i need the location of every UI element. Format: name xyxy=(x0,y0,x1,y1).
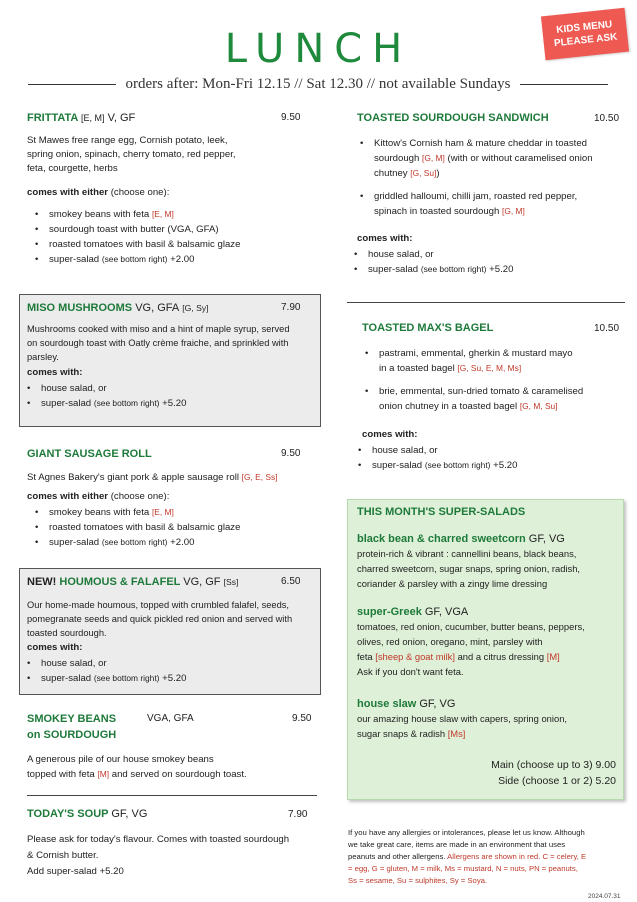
soup-diet: GF, VG xyxy=(111,808,148,820)
divider-left xyxy=(28,84,116,85)
sausage-price: 9.50 xyxy=(281,448,301,459)
miso-title xyxy=(27,302,209,314)
frittata-name: FRITTATA xyxy=(27,112,78,124)
comes-with-label: comes with: xyxy=(27,367,83,378)
salad-name: house slaw xyxy=(357,698,417,710)
kids-menu-badge xyxy=(541,8,629,61)
beans-name-line-2: on SOURDOUGH xyxy=(27,729,117,741)
list-item xyxy=(27,520,327,535)
option-text: onion chutney in a toasted bagel xyxy=(379,401,518,412)
option-text: super-salad xyxy=(41,398,92,409)
sausage-comes-with xyxy=(27,490,169,504)
option-line xyxy=(379,361,632,376)
list-item xyxy=(350,458,630,473)
list-item xyxy=(27,237,327,252)
desc-line: feta, courgette, herbs xyxy=(27,163,118,174)
list-item xyxy=(357,384,632,414)
option-line xyxy=(374,151,632,166)
sausage-description xyxy=(27,470,277,485)
desc-text: and served on sourdough toast. xyxy=(111,769,247,780)
soup-price: 7.90 xyxy=(288,809,308,820)
miso-options xyxy=(19,381,319,411)
desc-line: on sourdough toast with Oatly crème fraiche, and sprinkled with xyxy=(27,338,289,348)
option-price: +5.20 xyxy=(489,264,514,275)
desc-line: spring onion, spinach, cherry tomato, red pepper, xyxy=(27,149,236,160)
option-note: (see bottom right) xyxy=(101,254,168,264)
option-allergens: [G, Su, E, M, Ms] xyxy=(457,363,522,373)
desc-allergens: [sheep & goat milk] xyxy=(375,651,455,662)
salad-name: super-Greek xyxy=(357,606,422,618)
list-item xyxy=(346,247,626,262)
option-allergens: [G, M] xyxy=(422,153,445,163)
salad-super-greek xyxy=(357,606,619,679)
salad-house-slaw xyxy=(357,698,619,741)
list-item xyxy=(19,656,319,671)
houmous-options xyxy=(19,656,319,686)
miso-allergens: [G, Sy] xyxy=(182,303,209,313)
sandwich-comes-with xyxy=(357,232,412,246)
notice-text: peanuts and other allergens. xyxy=(348,852,446,861)
salad-diet: GF, VGA xyxy=(424,606,469,618)
desc-line: Mushrooms cooked with miso and a hint of maple syrup, served xyxy=(27,324,290,334)
desc-allergens: [M] xyxy=(97,769,110,779)
option-text: ) xyxy=(436,168,440,179)
notice-line: we take great care, items are made in an environment that uses xyxy=(348,840,566,849)
salad-title xyxy=(357,606,619,618)
option-text: super-salad xyxy=(368,264,419,275)
comes-with-label: comes with: xyxy=(357,233,413,244)
desc-line xyxy=(27,767,327,782)
sandwich-price: 10.50 xyxy=(594,113,620,124)
list-item xyxy=(27,222,327,237)
option-note: (see bottom right) xyxy=(93,673,160,683)
option-text: super-salad xyxy=(49,254,100,265)
desc-line xyxy=(357,649,619,664)
desc-allergens: [Ms] xyxy=(447,728,466,739)
option-note: (see bottom right) xyxy=(424,460,491,470)
option-text: smokey beans with feta xyxy=(49,209,150,220)
option-text: house salad, or xyxy=(41,383,107,394)
sandwich-options xyxy=(352,136,632,219)
option-text: (with or without caramelised onion xyxy=(447,153,593,164)
option-allergens: [G, M] xyxy=(502,206,525,216)
desc-line: Ask if you don't want feta. xyxy=(357,666,464,677)
option-allergens: [E, M] xyxy=(151,209,174,219)
bagel-sides xyxy=(350,443,630,473)
divider xyxy=(347,302,625,303)
salad-main-price: Main (choose up to 3) 9.00 xyxy=(491,759,616,771)
desc-text: St Agnes Bakery's giant pork & apple sausage roll xyxy=(27,472,239,483)
list-item xyxy=(19,671,319,686)
option-price: +2.00 xyxy=(170,537,195,548)
option-line: • brie, emmental, sun-dried tomato & caramelised xyxy=(379,386,584,397)
option-text: roasted tomatoes with basil & balsamic glaze xyxy=(49,239,241,250)
sausage-options xyxy=(27,505,327,550)
frittata-comes-with xyxy=(27,186,169,200)
houmous-name: HOUMOUS & FALAFEL xyxy=(59,576,181,588)
miso-description xyxy=(27,322,319,364)
salad-name: black bean & charred sweetcorn xyxy=(357,533,526,545)
option-note: (see bottom right) xyxy=(93,398,160,408)
print-date: 2024.07.31 xyxy=(588,893,621,900)
option-line xyxy=(374,166,632,181)
salad-pricing xyxy=(400,757,616,789)
list-item xyxy=(352,189,632,219)
option-note: (see bottom right) xyxy=(101,537,168,547)
desc-text: sugar snaps & radish xyxy=(357,728,446,739)
desc-line: olives, red onion, oregano, mint, parsley with xyxy=(357,636,543,647)
option-text: smokey beans with feta xyxy=(49,507,150,518)
soup-name: TODAY'S SOUP xyxy=(27,808,109,820)
frittata-title xyxy=(27,112,135,124)
beans-name-line-1: SMOKEY BEANS xyxy=(27,713,117,725)
houmous-description xyxy=(27,598,319,640)
desc-line: Our home-made houmous, topped with crumbled falafel, seeds, xyxy=(27,600,290,610)
ordering-times-text: orders after: Mon-Fri 12.15 // Sat 12.30 // not available Sundays xyxy=(125,76,511,92)
ordering-times xyxy=(28,76,608,93)
desc-line: our amazing house slaw with capers, spring onion, xyxy=(357,713,568,724)
option-line xyxy=(374,204,632,219)
option-text: house salad, or xyxy=(41,658,107,669)
option-price: +5.20 xyxy=(162,398,187,409)
new-label: NEW! xyxy=(27,576,57,588)
list-item xyxy=(346,262,626,277)
bagel-price: 10.50 xyxy=(594,323,620,334)
salad-title xyxy=(357,698,619,710)
option-text: house salad, or xyxy=(368,249,434,260)
sandwich-sides xyxy=(346,247,626,277)
list-item xyxy=(27,252,327,267)
option-line: • pastrami, emmental, gherkin & mustard mayo xyxy=(379,348,573,359)
salad-side-price: Side (choose 1 or 2) 5.20 xyxy=(498,775,616,787)
list-item xyxy=(19,381,319,396)
divider xyxy=(27,795,317,796)
bagel-options xyxy=(357,346,632,414)
frittata-price: 9.50 xyxy=(281,112,301,123)
option-note: (see bottom right) xyxy=(420,264,487,274)
option-line: • griddled halloumi, chilli jam, roasted red pepper, xyxy=(374,191,578,202)
page-title: LUNCH xyxy=(224,26,413,72)
option-text: house salad, or xyxy=(372,445,438,456)
salad-title xyxy=(357,533,619,545)
list-item xyxy=(350,443,630,458)
desc-text: and a citrus dressing xyxy=(457,651,545,662)
option-line: • Kittow's Cornish ham & mature cheddar in toasted xyxy=(374,138,587,149)
desc-line: Add super-salad +5.20 xyxy=(27,866,124,877)
houmous-comes-with xyxy=(27,641,82,655)
badge-line-1: KIDS MENU xyxy=(555,19,613,36)
option-price: +2.00 xyxy=(170,254,195,265)
beans-diet: VGA, GFA xyxy=(147,713,194,724)
desc-allergens: [G, E, Ss] xyxy=(241,472,278,482)
comes-with-label: comes with: xyxy=(362,429,418,440)
option-text: roasted tomatoes with basil & balsamic glaze xyxy=(49,522,241,533)
houmous-allergens: [Ss] xyxy=(223,577,239,587)
desc-line: coriander & parsley with a zingy lime dressing xyxy=(357,578,548,589)
desc-allergens: [M] xyxy=(546,651,560,662)
list-item xyxy=(27,505,327,520)
option-price: +5.20 xyxy=(162,673,187,684)
notice-line: If you have any allergies or intolerances, please let us know. Although xyxy=(348,828,585,837)
divider-right xyxy=(520,84,608,85)
desc-line: parsley. xyxy=(27,352,59,362)
sausage-name: GIANT SAUSAGE ROLL xyxy=(27,448,152,460)
houmous-diet: VG, GF xyxy=(183,576,221,588)
frittata-description xyxy=(27,134,327,176)
option-price: +5.20 xyxy=(493,460,518,471)
option-text: sourdough toast with butter (VGA, GFA) xyxy=(49,224,219,235)
option-text: spinach in toasted sourdough xyxy=(374,206,500,217)
frittata-allergens: [E, M] xyxy=(80,113,105,123)
notice-allergen-key: Allergens are shown in red. C = celery, E xyxy=(447,852,587,861)
salad-description xyxy=(357,619,619,679)
desc-text: topped with feta xyxy=(27,769,95,780)
desc-line: A generous pile of our house smokey beans xyxy=(27,754,214,765)
comes-with-label: comes with: xyxy=(27,642,83,653)
salad-diet: GF, VG xyxy=(528,533,565,545)
list-item xyxy=(357,346,632,376)
beans-price: 9.50 xyxy=(292,713,312,724)
salad-diet: GF, VG xyxy=(419,698,456,710)
miso-comes-with xyxy=(27,366,82,380)
miso-diet: VG, GFA xyxy=(135,302,180,314)
beans-description xyxy=(27,752,327,782)
option-text: in a toasted bagel xyxy=(379,363,455,374)
choose-label: (choose one): xyxy=(110,491,170,502)
soup-description xyxy=(27,832,327,880)
list-item xyxy=(27,535,327,550)
bagel-comes-with xyxy=(362,428,417,442)
option-allergens: [E, M] xyxy=(151,507,174,517)
desc-line: toasted sourdough. xyxy=(27,628,107,638)
comes-with-label: comes with either xyxy=(27,491,109,502)
salad-black-bean xyxy=(357,533,619,591)
super-salads-heading: THIS MONTH'S SUPER-SALADS xyxy=(357,506,526,518)
desc-line: charred sweetcorn, sugar snaps, spring onion, radish, xyxy=(357,563,581,574)
miso-name: MISO MUSHROOMS xyxy=(27,302,133,314)
salad-description xyxy=(357,546,619,591)
desc-line: & Cornish butter. xyxy=(27,850,99,861)
comes-with-label: comes with either xyxy=(27,187,109,198)
list-item xyxy=(27,207,327,222)
desc-line: protein-rich & vibrant : cannellini beans, black beans, xyxy=(357,548,577,559)
frittata-options xyxy=(27,207,327,267)
notice-line xyxy=(348,851,628,863)
option-allergens: [G, Su] xyxy=(410,168,437,178)
houmous-title xyxy=(27,576,238,588)
notice-line: = egg, G = gluten, M = milk, Ms = mustard, N = nuts, PN = peanuts, xyxy=(348,864,578,873)
desc-line xyxy=(357,726,619,741)
desc-line: St Mawes free range egg, Cornish potato, leek, xyxy=(27,135,228,146)
bagel-title: TOASTED MAX'S BAGEL xyxy=(362,322,494,334)
notice-line: Ss = sesame, Su = sulphites, Sy = Soya. xyxy=(348,876,488,885)
list-item xyxy=(19,396,319,411)
beans-title xyxy=(27,711,116,743)
desc-text: feta xyxy=(357,651,373,662)
option-text: super-salad xyxy=(41,673,92,684)
frittata-diet: V, GF xyxy=(107,112,136,124)
miso-price: 7.90 xyxy=(281,302,301,313)
allergy-notice xyxy=(348,827,628,887)
sausage-title xyxy=(27,448,152,460)
option-text: sourdough xyxy=(374,153,420,164)
desc-line: Please ask for today's flavour. Comes with toasted sourdough xyxy=(27,834,290,845)
option-allergens: [G, M, Su] xyxy=(519,401,558,411)
salad-description xyxy=(357,711,619,741)
choose-label: (choose one): xyxy=(110,187,170,198)
option-line xyxy=(379,399,632,414)
sandwich-title: TOASTED SOURDOUGH SANDWICH xyxy=(357,112,549,124)
option-text: chutney xyxy=(374,168,408,179)
desc-line: pomegranate seeds and quick pickled red onion and served with xyxy=(27,614,293,624)
option-text: super-salad xyxy=(372,460,423,471)
badge-line-2: PLEASE ASK xyxy=(553,31,618,50)
houmous-price: 6.50 xyxy=(281,576,301,587)
option-text: super-salad xyxy=(49,537,100,548)
list-item xyxy=(352,136,632,181)
soup-title xyxy=(27,808,147,820)
desc-line: tomatoes, red onion, cucumber, butter beans, peppers, xyxy=(357,621,585,632)
